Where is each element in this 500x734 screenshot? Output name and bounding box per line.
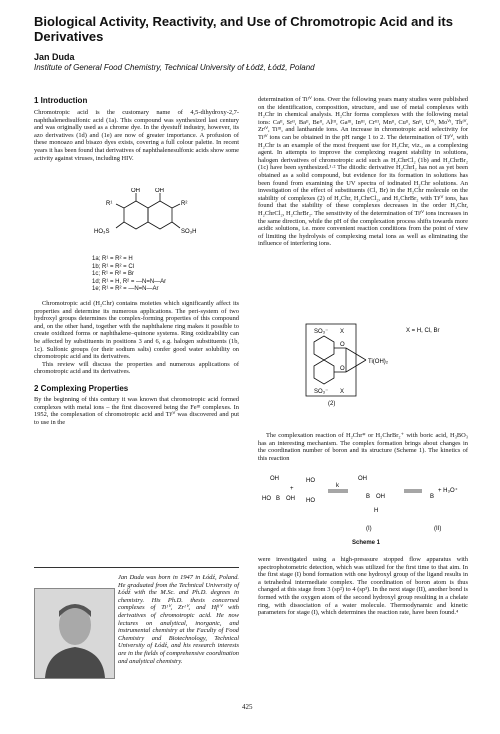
left-column-continued <box>34 300 239 426</box>
bio-rule <box>34 567 239 568</box>
structure-1-diagram <box>94 188 204 258</box>
svg-text:k: k <box>336 483 339 489</box>
svg-text:SO₃⁻: SO₃⁻ <box>314 329 329 335</box>
svg-text:OH: OH <box>358 476 367 482</box>
list-item: 1c; R¹ = R² = Br <box>92 271 135 278</box>
svg-text:R¹: R¹ <box>106 201 113 207</box>
svg-text:O: O <box>340 366 345 372</box>
scheme-1-diagram <box>262 468 468 548</box>
svg-text:HO: HO <box>262 496 271 502</box>
svg-text:OH: OH <box>270 476 279 482</box>
list-item: 1b; R¹ = R² = Cl <box>92 263 135 270</box>
list-item: 1a; R¹ = R² = H <box>92 256 133 262</box>
svg-text:B: B <box>430 494 435 500</box>
paragraph: This review will discuss the properties and numerous applications of chromotropic acid and its derivatives. <box>34 360 239 376</box>
scheme-caption: Scheme 1 <box>352 540 381 546</box>
paragraph: determination of Tiᴵⱽ ions. Over the following years many studies were published on the identification, composition, structure, and use of metal complexes with H₂Chr in chemical analysis. H₂Chr forms complexes with the following metal ions: Caᴵᴵ, Srᴵᴵ, Baᴵᴵ, Beᴵᴵ, Alᴵᴵᴵ, Gaᴵᴵᴵ, Inᴵᴵᴵ, Crᴵᴵᴵ, Mnᴵᴵ, Cuᴵᴵ, Snᴵᴵ, Uⱽᴵ, Moⱽᴵ, Thᴵⱽ, Zrᴵⱽ, Tiᴵᴵᴵ, and lanthanide ions. An increase in chromotropic acid selectivity for Tiᴵⱽ ions can be obtained in the pH range 1 to 2. The determination of Tiᴵⱽ, with H₂Chr is an example of the most frequent use for H₂Chr, viz., as a complexing agent. In attempts to improve the complexing reagent stability in solutions, halogen derivatives of chromotropic acid such as H₂ChrCl₂ (1b) and H₂ChrBr₂ (1c) have been synthesized.¹·² The diiodic derivative H₂ChrI₂ has not as yet been obtained as a solid compound, but evidence for its formation in solutions has been found from examining the UV spectra of iodinated H₂Chr solutions. An investigation of the effect of substituents (Cl, Br) in the H₂Chr molecule on the stability of complexes (2) of H₂Chr, H₂ChrCl₂, and H₂ChrBr₂ with Tiᴵⱽ ions, has found that the stability of these complexes decreases in the order H₂Chr, H₂ChrCl₂, H₂ChrBr₂. The sensitivity of the determination of Tiᴵⱽ ions increases in the same direction, while the pH of the complexation process shifts towards more acidic solutions, i.e. more convenient reaction conditions from the point of view of limiting the hydrolysis of complexing metal ions as well as eliminating the influence of interfering ions. <box>258 96 468 248</box>
svg-text:B: B <box>366 494 371 500</box>
svg-text:OH: OH <box>131 188 140 194</box>
stage-1-label: (I) <box>366 526 372 532</box>
svg-text:B: B <box>276 496 281 502</box>
author-biography: Jan Duda was born in 1947 in Łódź, Poland. He graduated from the Technical University of Łódź with the M.Sc. and Ph.D. degrees in chemistry. His Ph.D. thesis concerned complexes of Tiᴵⱽ, Zrᴵⱽ, and Hfᴵⱽ with derivatives of chromotropic acid. He now lectures on analytical, inorganic, and instrumental chemistry at the Faculty of Food Chemistry and Biotechnology, Technical University of Łódź, and his research interests are in the fields of comprehensive coordination and analytical chemistry. <box>118 574 239 665</box>
right-column-top <box>258 96 468 248</box>
svg-text:R²: R² <box>181 201 188 207</box>
structure-2-label: X = H, Cl, Br <box>406 328 440 334</box>
paragraph: The complexation reaction of H₂Chr* or H₂ChrBr₂⁺ with boric acid, H₃BO₃ has an interesting mechanism. The complex formation brings about changes in the coordination number of boron and its structure (Scheme 1). The kinetics of this reaction <box>258 432 468 462</box>
svg-text:SO₃H: SO₃H <box>181 229 197 235</box>
paragraph: Chromotropic acid (H₂Chr) contains moieties which significantly affect its properties and determine its numerous applications. The peri-system of two hydroxyl groups determines the complex-forming properties of this compound and, on the other hand, together with the naphthalene ring makes it possible to create oxidized forms or naphthalene–quinone systems. Ring oxidizability can be affected by substituents in positions 3 and 6, e.g. halogen substituents (1b, 1c). Sulfonic groups (or their sodium salts) confer good water solubility on chromotropic acid and its derivatives. <box>34 300 239 361</box>
svg-text:X: X <box>340 329 345 335</box>
list-item: 1e; R¹ = R² = —N=N—Ar <box>92 286 159 293</box>
svg-text:OH: OH <box>155 188 164 194</box>
svg-text:O: O <box>340 342 345 348</box>
right-column-bottom <box>258 556 468 617</box>
section-heading-complexing: 2 Complexing Properties <box>34 383 129 393</box>
page-number: 425 <box>242 703 253 711</box>
svg-text:OH: OH <box>376 494 385 500</box>
svg-text:HO: HO <box>306 498 315 504</box>
svg-text:+: + <box>290 486 294 492</box>
paragraph: Chromotropic acid is the customary name of 4,5-dihydroxy-2,7-naphthalenedisulfonic acid (1a). This compound was synthesized last century and was originally used as a chrome dye. In the dyestuff industry, however, its azo derivatives (1d) and (1e) are now of greater importance. A profusion of these monoazo and bisazo dyes exists, covering a full colour palette. In recent years it has been found that derivatives of naphthalenesulfonic acids show some activity against viruses, including HIV. <box>34 109 239 162</box>
svg-text:+ H₃O⁺: + H₃O⁺ <box>438 488 458 494</box>
structure-2-diagram <box>300 322 450 407</box>
left-column-intro <box>34 96 239 162</box>
author-photo <box>34 588 115 679</box>
paragraph: By the beginning of this century it was known that chromotropic acid formed complexes with metal ions – the first discovered being the Feᴵᴵᴵ complexes. In 1952, the complexation of chromotropic acid and Tiᴵⱽ was discovered and put to use in the <box>34 395 239 426</box>
stage-2-label: (II) <box>434 526 442 532</box>
derivative-list <box>92 256 222 294</box>
structure-2-number: (2) <box>328 401 336 407</box>
svg-text:HO: HO <box>306 478 315 484</box>
author-name: Jan Duda <box>34 52 75 62</box>
svg-text:SO₃⁻: SO₃⁻ <box>314 389 329 395</box>
paragraph: were investigated using a high-presssure stopped flow apparatus with spectrophotometric detection, which was utilized for the first time to that aim. In the first stage (I) bond formation with one hydroxyl group of the ligand results in a tetrahedral intermediate complex. The coordination of boron atom is thus changed at this stage from 3 (sp²) to 4 (sp³). In the next stage (II), another bond is formed with the oxygen atom of the second hydroxyl group resulting in a chelate ring, with dissociation of a water molecule. Thermodynamic and kinetic parameters for stage (I), which determines the reaction rate, have been found.⁴ <box>258 556 468 617</box>
svg-text:X: X <box>340 389 345 395</box>
svg-text:H: H <box>374 508 379 514</box>
section-heading-introduction: 1 Introduction <box>34 96 88 105</box>
article-title: Biological Activity, Reactivity, and Use of Chromotropic Acid and its Derivatives <box>34 14 453 44</box>
list-item: 1d; R¹ = H, R² = —N=N—Ar <box>92 278 167 285</box>
svg-text:HO₃S: HO₃S <box>94 229 110 235</box>
svg-text:Ti(OH)₂: Ti(OH)₂ <box>368 359 389 365</box>
author-affiliation: Institute of General Food Chemistry, Technical University of Łódź, Łódź, Poland <box>34 63 315 72</box>
svg-text:OH: OH <box>286 496 295 502</box>
right-column-mid <box>258 432 468 462</box>
